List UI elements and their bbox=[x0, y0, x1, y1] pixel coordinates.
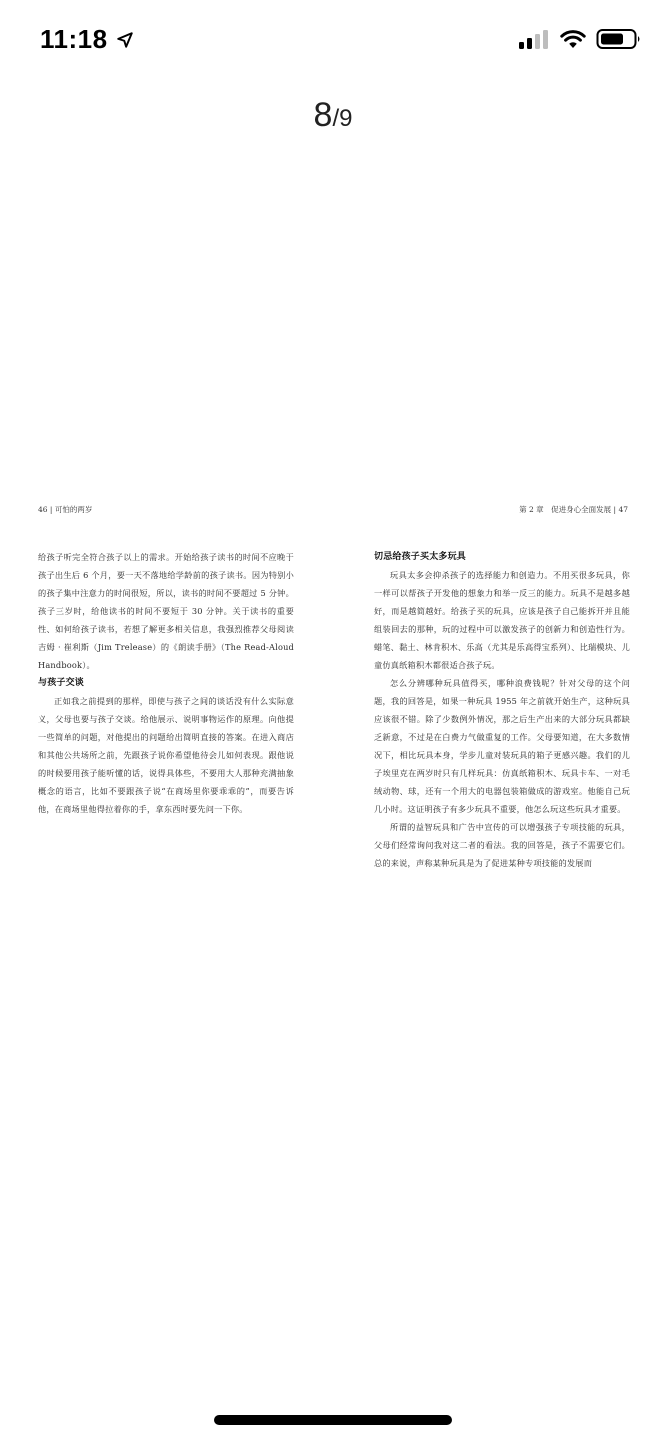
status-time-group bbox=[40, 24, 134, 55]
wifi-icon bbox=[560, 29, 586, 49]
page-counter bbox=[0, 96, 666, 135]
right-page-section-heading: 切忌给孩子买太多玩具 bbox=[374, 552, 467, 562]
page-total: 9 bbox=[339, 105, 353, 132]
left-page-paragraph: 给孩子听完全符合孩子以上的需求。开始给孩子读书的时间不应晚于孩子出生后 6 个月，要一天不落地给学龄前的孩子读书。因为特别小的孩子集中注意力的时间很短，所以，读书的时间不要超过 5 分钟。孩子三岁时，给他读书的时间不要短于 30 分钟。关于读书的重要性、如何给孩子读书，若想了解更多相关信息，我强烈推荐父母阅读吉姆 · 崔利斯（Jim Trelease）的《朗读手册》（The Read-Aloud Handbook）。 bbox=[38, 552, 294, 670]
page-separator: / bbox=[332, 105, 340, 132]
left-page-header: 46 | 可怕的两岁 bbox=[38, 505, 93, 514]
location-arrow-icon bbox=[116, 31, 134, 49]
left-page-paragraph: 正如我之前提到的那样，即使与孩子之间的谈话没有什么实际意义，父母也要与孩子交谈。给他展示、说明事物运作的原理。向他提一些简单的问题，对他提出的问题给出简明直接的答案。在进入商店和其他公共场所之前，先跟孩子说你希望他待会儿如何表现。跟他说的时候要用孩子能听懂的话，说得具体些，不要用大人那种充满抽象概念的语言，比如不要跟孩子说“在商场里你要乖乖的”，而要告诉他，在商场里他得拉着你的手，拿东西时要先问一下你。 bbox=[38, 696, 294, 814]
status-time: 11:18 bbox=[40, 24, 108, 54]
page-current: 8 bbox=[313, 96, 333, 134]
battery-icon bbox=[596, 28, 642, 50]
right-page-paragraph: 怎么分辨哪种玩具值得买，哪种浪费钱呢？针对父母的这个问题，我的回答是，如果一种玩具 1955 年之前就开始生产，这种玩具应该很不错。除了少数例外情况，那之后生产出来的大部分玩具都缺乏新意，不过是在白费力气做重复的工作。父母要知道，在大多数情况下，相比玩具本身，学步儿童对装玩具的箱子更感兴趣。我们的儿子埃里克在两岁时只有几样玩具：仿真纸箱积木、玩具卡车、一对毛绒动物、球，还有一个用大的电器包装箱做成的游戏室。他能自己玩几小时。这证明孩子有多少玩具不重要，他怎么玩这些玩具才重要。 bbox=[374, 678, 630, 814]
status-bar bbox=[0, 0, 666, 80]
book-page-image[interactable] bbox=[0, 496, 666, 936]
cellular-signal-icon bbox=[518, 29, 550, 49]
left-page-section-heading: 与孩子交谈 bbox=[38, 678, 85, 688]
right-page-paragraph: 所谓的益智玩具和广告中宣传的可以增强孩子专项技能的玩具，父母们经常询问我对这二者的看法。我的回答是，孩子不需要它们。总的来说，声称某种玩具是为了促进某种专项技能的发展而 bbox=[374, 822, 630, 868]
home-indicator[interactable] bbox=[214, 1415, 452, 1425]
right-page-paragraph: 玩具太多会抑杀孩子的选择能力和创造力。不用买很多玩具，你一样可以帮孩子开发他的想象力和举一反三的能力。玩具不是越多越好，而是越简越好。给孩子买的玩具，应该是孩子自己能拆开并且能组装回去的那种，玩的过程中可以激发孩子的创新力和创造性行为。蜡笔、黏土、林肯积木、乐高（尤其是乐高得宝系列）、比瑞模块、儿童仿真纸箱积木都很适合孩子玩。 bbox=[374, 570, 630, 670]
right-page-text bbox=[374, 548, 630, 872]
status-indicators bbox=[518, 28, 642, 50]
right-page-header: 第 2 章 促进身心全面发展 | 47 bbox=[519, 505, 628, 514]
left-page-text bbox=[38, 548, 294, 818]
